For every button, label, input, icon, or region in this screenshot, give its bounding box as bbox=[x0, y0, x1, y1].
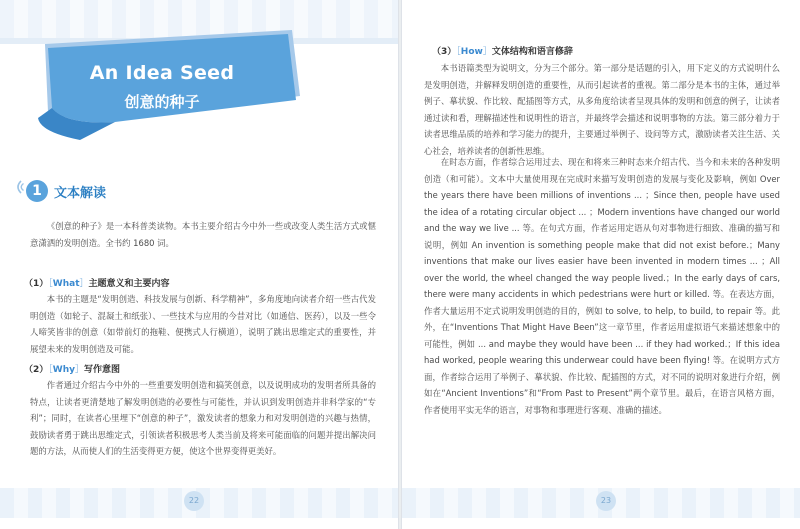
how-keyword: How bbox=[460, 47, 483, 57]
what-number: （1） bbox=[24, 279, 49, 289]
what-paragraph: 本书的主题是“发明创造、科技发展与创新、科学精神”，多角度地向读者介绍一些古代发明创造（如轮子、混凝土和纸张）、一些技术与应用的今昔对比（如通信、医药），以及一些令人啼笑皆非的创意（如带前灯的拖鞋、便携式人行横道），说明了跳出思维定式的重要性，并展望未来的发明创造及可能。 bbox=[30, 294, 376, 354]
why-bracket-open: ［ bbox=[48, 365, 53, 375]
page-number: 22 bbox=[184, 491, 204, 511]
page-number: 23 bbox=[596, 491, 616, 511]
section-number-badge: 1 bbox=[26, 180, 48, 202]
what-keyword: What bbox=[52, 279, 80, 289]
how-bracket-close: ］ bbox=[482, 47, 492, 57]
how-paragraph-language: 在时态方面，作者综合运用过去、现在和将来三种时态来介绍古代、当今和未来的各种发明创造（和可能）。文本中大量使用现在完成时来描写发明创造的发展与变化及影响，例如 Over the years there have been millions of inventions ... ；Since then, people have used the idea of a rotating circular object ... ；Modern inventions have changed our world and the way we live ... 等。在句式方面，作者运用定语从句对事物进行细致、准确的描写和说明，例如 An invention is something people make that did not exist before.；Many inventions that make our lives easier have been invented in modern times ... ；All over the world, the wheel changed the way people lived.；In the early days of cars, there were many accidents in which pedestrians were hurt or killed. 等。在表达方面，作者大量运用不定式说明发明创造的目的，例如 to solve, to help, to build, to repair 等。此外，在“Inventions That Might Have Been”这一章节里，作者运用虚拟语气来描述想象中的可能性，例如 ... and maybe they would have been ... if they had worked.；If this idea had worked, people wearing this underwear could have been flying! 等。在说明方式方面，作者综合运用了举例子、摹状貌、作比较、配插图的方式，对不同的说明对象进行介绍，例如在“Ancient Inventions”和“From Past to Present”两个章节里。最后，在语言风格方面，作者使用平实无华的语言，对事物和事理进行客观、准确的描述。 bbox=[424, 157, 780, 415]
book-title-english: An Idea Seed bbox=[89, 62, 235, 84]
why-number: （2） bbox=[24, 365, 49, 375]
what-bracket-close: ］ bbox=[79, 279, 89, 289]
why-title: 写作意图 bbox=[84, 365, 121, 375]
how-paragraph-structure: 本书语篇类型为说明文，分为三个部分。第一部分是话题的引入，用下定义的方式说明什么是发明创造，并解释发明创造的重要性，从而引起读者的重视。第二部分是本书的主体，通过举例子、摹状貌、作比较、配插图等方式，从多角度给读者呈现具体的发明和创意的例子，让读者通过读和看，理解描述性和说明性的语言，并最终学会描述和说明事物的方法。第三部分着力于读者思维品质的培养和学习能力的提升，主要通过举例子、设问等方式，激励读者关注生活、关心社会，培养读者的创新性思维。 bbox=[424, 63, 780, 156]
book-title-chinese: 创意的种子 bbox=[124, 93, 200, 111]
left-page bbox=[0, 0, 398, 529]
section-title: 文本解读 bbox=[54, 186, 107, 201]
why-paragraph: 作者通过介绍古今中外的一些重要发明创造和搞笑创意，以及说明成功的发明者所具备的特点，让读者更清楚地了解发明创造的必要性与可能性，并认识到发明创造并非科学家的“专利”；同时，在读者心里埋下“创意的种子”，激发读者的想象力和对发明创造的兴趣与热情，鼓励读者勇于跳出思维定式，引领读者积极思考人类当前及将来可能面临的问题并提出解决问题的方法，从而使人们的生活变得更方便，使这个世界变得更美好。 bbox=[30, 380, 376, 456]
how-heading bbox=[432, 44, 573, 57]
signal-wave-icon bbox=[14, 179, 24, 195]
what-bracket-open: ［ bbox=[48, 279, 53, 289]
what-title: 主题意义和主要内容 bbox=[88, 279, 170, 289]
why-heading bbox=[24, 362, 120, 375]
why-bracket-close: ］ bbox=[74, 365, 84, 375]
how-number: （3） bbox=[432, 47, 457, 57]
why-keyword: Why bbox=[52, 365, 75, 375]
what-heading bbox=[24, 276, 170, 289]
title-banner bbox=[0, 0, 398, 140]
how-bracket-open: ［ bbox=[456, 47, 461, 57]
section-heading bbox=[14, 176, 174, 206]
right-page bbox=[402, 0, 800, 529]
how-title: 文体结构和语言修辞 bbox=[491, 47, 573, 57]
intro-paragraph: 《创意的种子》是一本科普类读物。本书主要介绍古今中外一些或改变人类生活方式或惬意潇洒的发明创造。全书约 1680 词。 bbox=[30, 221, 376, 248]
